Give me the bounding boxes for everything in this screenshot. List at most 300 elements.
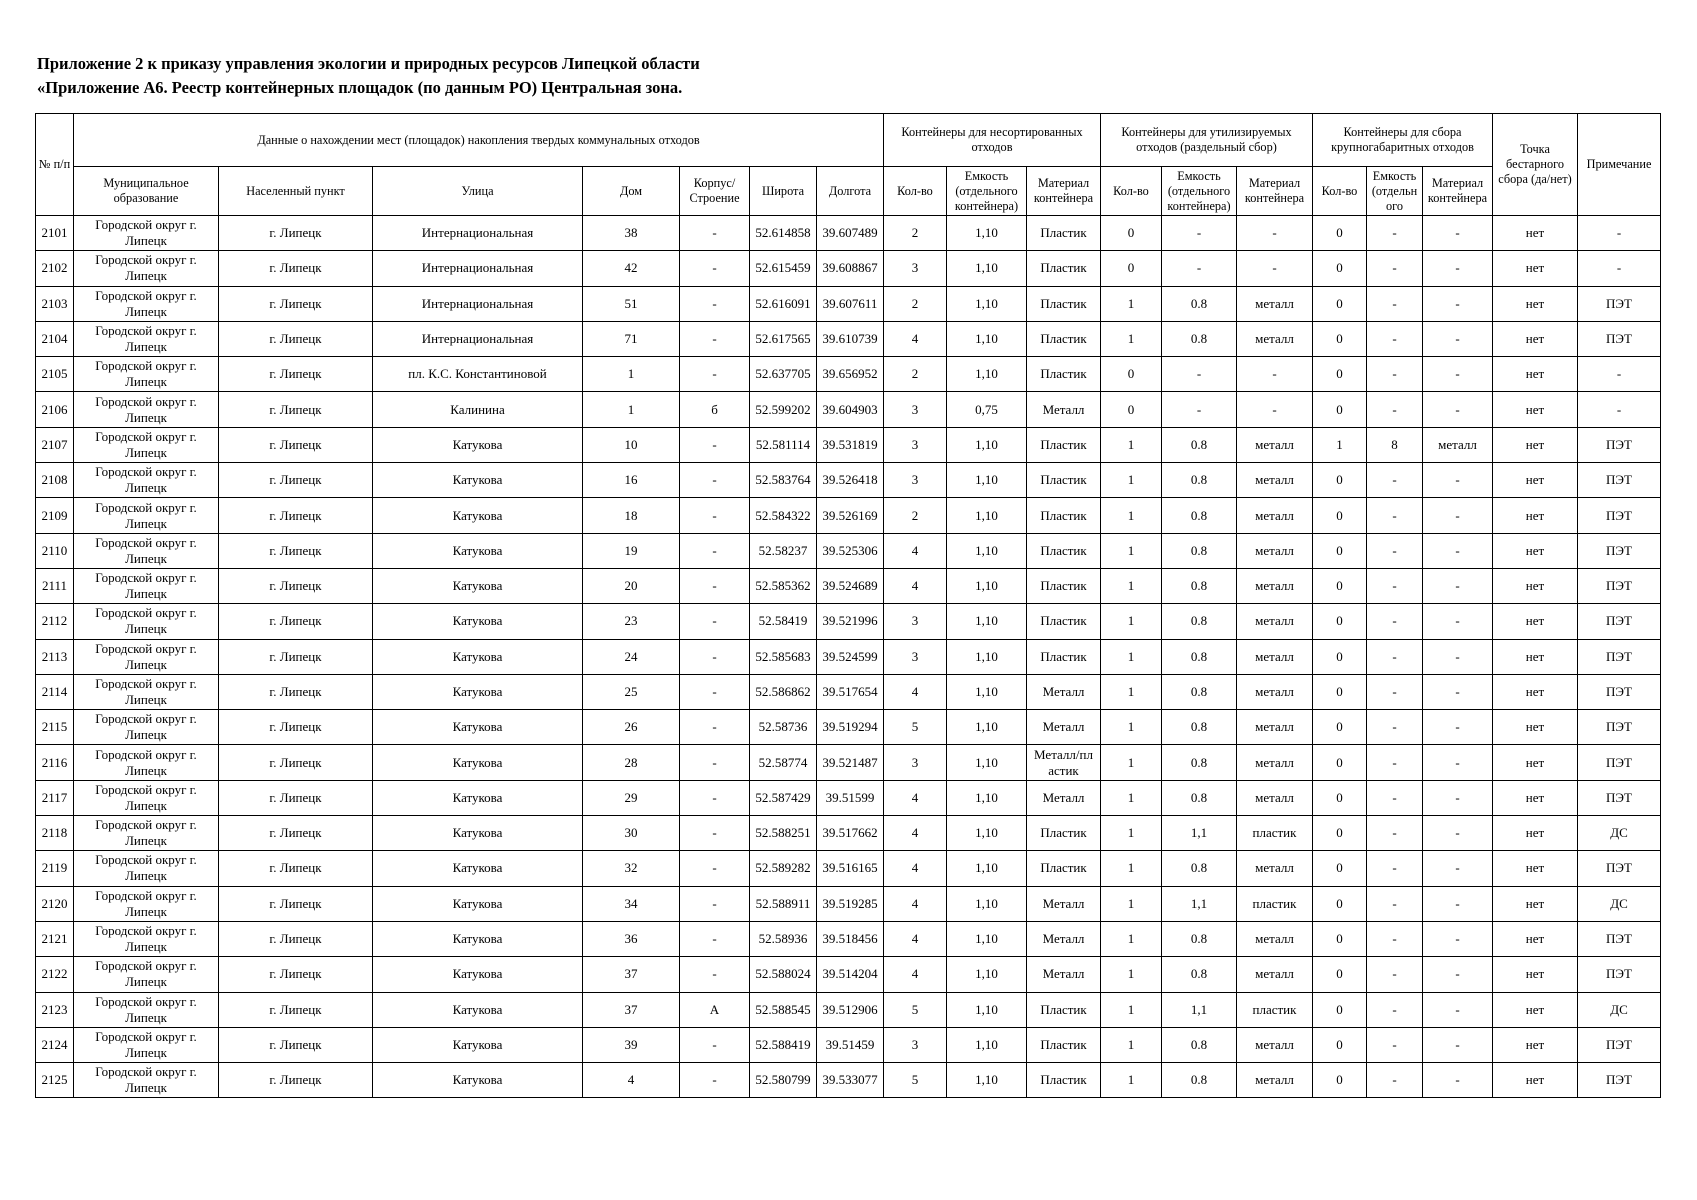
cell-municipality: Городской округ г. Липецк [74,216,219,251]
cell-recyclable-capacity: - [1162,357,1237,392]
cell-locality: г. Липецк [219,639,373,674]
cell-unsorted-capacity: 1,10 [947,921,1027,956]
cell-unsorted-capacity: 1,10 [947,427,1027,462]
col-header-number: № п/п [36,114,74,216]
cell-unsorted-capacity: 1,10 [947,321,1027,356]
table-row [36,463,1661,498]
cell-unsorted-count: 3 [884,251,947,286]
cell-bulky-count: 0 [1313,816,1367,851]
cell-building: - [680,1063,750,1098]
cell-street: Интернациональная [373,216,583,251]
cell-number: 2106 [36,392,74,427]
cell-number: 2101 [36,216,74,251]
cell-recyclable-capacity: 0.8 [1162,463,1237,498]
cell-bulkless: нет [1493,568,1578,603]
cell-note: ДС [1578,992,1661,1027]
cell-street: Интернациональная [373,286,583,321]
table-row [36,216,1661,251]
cell-street: Катукова [373,745,583,780]
cell-latitude: 52.58237 [750,533,817,568]
cell-municipality: Городской округ г. Липецк [74,357,219,392]
cell-number: 2109 [36,498,74,533]
cell-latitude: 52.58774 [750,745,817,780]
cell-locality: г. Липецк [219,463,373,498]
cell-recyclable-count: 1 [1101,568,1162,603]
cell-bulky-count: 0 [1313,251,1367,286]
cell-bulkless: нет [1493,357,1578,392]
table-row [36,1063,1661,1098]
cell-latitude: 52.583764 [750,463,817,498]
cell-recyclable-material: пластик [1237,886,1313,921]
cell-locality: г. Липецк [219,780,373,815]
cell-building: - [680,251,750,286]
cell-latitude: 52.580799 [750,1063,817,1098]
cell-unsorted-count: 3 [884,463,947,498]
cell-bulky-material: - [1423,533,1493,568]
cell-recyclable-count: 1 [1101,710,1162,745]
cell-latitude: 52.616091 [750,286,817,321]
cell-house: 38 [583,216,680,251]
cell-note: ПЭТ [1578,710,1661,745]
cell-unsorted-material: Пластик [1027,1063,1101,1098]
cell-recyclable-material: - [1237,357,1313,392]
cell-number: 2120 [36,886,74,921]
cell-bulky-material: - [1423,463,1493,498]
table-row [36,533,1661,568]
cell-bulky-material: - [1423,498,1493,533]
cell-number: 2113 [36,639,74,674]
cell-bulky-count: 0 [1313,498,1367,533]
cell-bulky-count: 0 [1313,286,1367,321]
cell-longitude: 39.656952 [817,357,884,392]
cell-locality: г. Липецк [219,568,373,603]
cell-bulky-capacity: - [1367,816,1423,851]
col-header-note: Примечание [1578,114,1661,216]
cell-municipality: Городской округ г. Липецк [74,427,219,462]
table-row [36,921,1661,956]
cell-longitude: 39.608867 [817,251,884,286]
cell-bulky-count: 0 [1313,886,1367,921]
cell-longitude: 39.521487 [817,745,884,780]
cell-street: Катукова [373,427,583,462]
cell-note: ДС [1578,886,1661,921]
cell-locality: г. Липецк [219,498,373,533]
cell-bulky-capacity: - [1367,321,1423,356]
cell-number: 2123 [36,992,74,1027]
cell-latitude: 52.614858 [750,216,817,251]
cell-note: - [1578,357,1661,392]
col-header-bulky-count: Кол-во [1313,167,1367,216]
cell-building: - [680,463,750,498]
cell-house: 32 [583,851,680,886]
cell-unsorted-capacity: 1,10 [947,604,1027,639]
cell-municipality: Городской округ г. Липецк [74,745,219,780]
cell-recyclable-capacity: 0.8 [1162,921,1237,956]
cell-unsorted-material: Металл [1027,710,1101,745]
cell-note: ПЭТ [1578,639,1661,674]
cell-locality: г. Липецк [219,392,373,427]
document-heading [37,52,1537,100]
cell-bulky-count: 0 [1313,639,1367,674]
cell-note: ПЭТ [1578,780,1661,815]
cell-unsorted-material: Пластик [1027,286,1101,321]
cell-latitude: 52.58936 [750,921,817,956]
cell-latitude: 52.58736 [750,710,817,745]
cell-unsorted-count: 4 [884,321,947,356]
cell-recyclable-count: 1 [1101,498,1162,533]
cell-bulky-capacity: - [1367,392,1423,427]
cell-unsorted-capacity: 1,10 [947,251,1027,286]
cell-locality: г. Липецк [219,1027,373,1062]
cell-longitude: 39.518456 [817,921,884,956]
cell-bulkless: нет [1493,427,1578,462]
cell-bulky-capacity: - [1367,286,1423,321]
cell-bulky-count: 0 [1313,357,1367,392]
col-header-longitude: Долгота [817,167,884,216]
cell-unsorted-material: Металл/пл астик [1027,745,1101,780]
cell-building: - [680,357,750,392]
cell-recyclable-count: 1 [1101,321,1162,356]
cell-recyclable-material: металл [1237,1027,1313,1062]
cell-note: ПЭТ [1578,1063,1661,1098]
cell-unsorted-count: 3 [884,604,947,639]
cell-latitude: 52.617565 [750,321,817,356]
cell-bulky-material: - [1423,745,1493,780]
cell-bulky-material: - [1423,780,1493,815]
cell-unsorted-capacity: 1,10 [947,357,1027,392]
table-row [36,568,1661,603]
cell-building: - [680,639,750,674]
cell-unsorted-capacity: 1,10 [947,216,1027,251]
cell-longitude: 39.525306 [817,533,884,568]
cell-recyclable-material: пластик [1237,992,1313,1027]
cell-street: Катукова [373,463,583,498]
cell-recyclable-count: 1 [1101,886,1162,921]
col-header-recyclable-material: Материал контейнера [1237,167,1313,216]
cell-bulky-capacity: - [1367,851,1423,886]
cell-unsorted-material: Пластик [1027,816,1101,851]
cell-recyclable-count: 1 [1101,780,1162,815]
cell-longitude: 39.514204 [817,957,884,992]
cell-longitude: 39.516165 [817,851,884,886]
cell-house: 1 [583,357,680,392]
cell-street: Интернациональная [373,251,583,286]
cell-bulkless: нет [1493,780,1578,815]
cell-note: ПЭТ [1578,851,1661,886]
cell-building: - [680,568,750,603]
cell-bulky-capacity: - [1367,1063,1423,1098]
cell-building: - [680,533,750,568]
cell-recyclable-count: 1 [1101,1027,1162,1062]
cell-recyclable-capacity: 0.8 [1162,533,1237,568]
cell-street: Катукова [373,1027,583,1062]
cell-house: 4 [583,1063,680,1098]
group-header-unsorted: Контейнеры для несортированных отходов [884,114,1101,167]
cell-unsorted-capacity: 1,10 [947,533,1027,568]
cell-bulky-material: - [1423,251,1493,286]
cell-locality: г. Липецк [219,851,373,886]
heading-line-2: «Приложение А6. Реестр контейнерных площадок (по данным РО) Центральная зона. [37,78,683,97]
cell-note: ПЭТ [1578,533,1661,568]
cell-longitude: 39.519285 [817,886,884,921]
cell-building: - [680,921,750,956]
cell-bulky-count: 0 [1313,957,1367,992]
cell-street: Катукова [373,886,583,921]
cell-bulkless: нет [1493,745,1578,780]
cell-unsorted-capacity: 1,10 [947,816,1027,851]
col-header-building: Корпус/ Строение [680,167,750,216]
cell-note: ПЭТ [1578,321,1661,356]
cell-recyclable-material: металл [1237,710,1313,745]
cell-recyclable-material: - [1237,251,1313,286]
cell-locality: г. Липецк [219,710,373,745]
cell-unsorted-count: 4 [884,533,947,568]
cell-unsorted-material: Пластик [1027,251,1101,286]
table-row [36,392,1661,427]
cell-bulky-material: - [1423,1063,1493,1098]
cell-bulkless: нет [1493,498,1578,533]
cell-latitude: 52.589282 [750,851,817,886]
cell-recyclable-capacity: 1,1 [1162,816,1237,851]
cell-recyclable-capacity: 0.8 [1162,1063,1237,1098]
cell-bulky-material: - [1423,710,1493,745]
table-row [36,992,1661,1027]
cell-latitude: 52.588024 [750,957,817,992]
cell-bulky-material: - [1423,921,1493,956]
cell-longitude: 39.51459 [817,1027,884,1062]
cell-bulky-material: - [1423,216,1493,251]
cell-recyclable-capacity: 0.8 [1162,745,1237,780]
cell-unsorted-material: Металл [1027,392,1101,427]
cell-municipality: Городской округ г. Липецк [74,1027,219,1062]
cell-recyclable-capacity: - [1162,392,1237,427]
cell-bulky-material: - [1423,639,1493,674]
cell-recyclable-material: металл [1237,780,1313,815]
cell-unsorted-count: 3 [884,639,947,674]
cell-number: 2105 [36,357,74,392]
cell-note: ПЭТ [1578,674,1661,709]
cell-longitude: 39.524599 [817,639,884,674]
cell-municipality: Городской округ г. Липецк [74,639,219,674]
cell-street: Катукова [373,604,583,639]
cell-bulky-capacity: - [1367,216,1423,251]
cell-house: 23 [583,604,680,639]
cell-number: 2102 [36,251,74,286]
cell-recyclable-count: 1 [1101,639,1162,674]
cell-locality: г. Липецк [219,674,373,709]
cell-recyclable-count: 1 [1101,921,1162,956]
cell-building: - [680,216,750,251]
cell-longitude: 39.517654 [817,674,884,709]
table-row [36,251,1661,286]
cell-recyclable-capacity: - [1162,251,1237,286]
cell-bulky-capacity: - [1367,251,1423,286]
cell-house: 29 [583,780,680,815]
cell-note: ПЭТ [1578,427,1661,462]
cell-recyclable-material: металл [1237,921,1313,956]
cell-unsorted-material: Пластик [1027,604,1101,639]
cell-recyclable-material: металл [1237,1063,1313,1098]
cell-note: ПЭТ [1578,1027,1661,1062]
cell-building: - [680,886,750,921]
cell-recyclable-material: металл [1237,321,1313,356]
cell-recyclable-capacity: 0.8 [1162,780,1237,815]
cell-bulky-material: - [1423,992,1493,1027]
cell-bulky-capacity: - [1367,674,1423,709]
cell-number: 2125 [36,1063,74,1098]
cell-unsorted-count: 2 [884,216,947,251]
cell-recyclable-material: металл [1237,498,1313,533]
cell-recyclable-count: 0 [1101,216,1162,251]
cell-bulky-capacity: - [1367,533,1423,568]
cell-recyclable-count: 1 [1101,533,1162,568]
cell-bulky-capacity: - [1367,745,1423,780]
cell-note: ПЭТ [1578,604,1661,639]
cell-unsorted-material: Пластик [1027,463,1101,498]
cell-house: 24 [583,639,680,674]
cell-bulky-count: 0 [1313,674,1367,709]
cell-unsorted-count: 4 [884,780,947,815]
cell-house: 37 [583,992,680,1027]
cell-bulky-material: - [1423,674,1493,709]
cell-latitude: 52.585683 [750,639,817,674]
cell-house: 25 [583,674,680,709]
header-row-columns [36,167,1661,216]
cell-building: - [680,780,750,815]
cell-street: Катукова [373,498,583,533]
cell-bulkless: нет [1493,604,1578,639]
cell-recyclable-count: 1 [1101,604,1162,639]
cell-bulky-count: 1 [1313,427,1367,462]
table-row [36,957,1661,992]
cell-bulky-count: 0 [1313,992,1367,1027]
cell-house: 18 [583,498,680,533]
col-header-municipality: Муниципальное образование [74,167,219,216]
cell-bulkless: нет [1493,286,1578,321]
table-row [36,780,1661,815]
cell-recyclable-capacity: 0.8 [1162,674,1237,709]
cell-recyclable-material: пластик [1237,816,1313,851]
cell-house: 10 [583,427,680,462]
cell-recyclable-capacity: 0.8 [1162,851,1237,886]
cell-number: 2110 [36,533,74,568]
cell-bulky-count: 0 [1313,604,1367,639]
cell-house: 42 [583,251,680,286]
cell-locality: г. Липецк [219,357,373,392]
cell-bulky-material: - [1423,957,1493,992]
table-row [36,674,1661,709]
cell-bulky-capacity: - [1367,568,1423,603]
cell-unsorted-count: 2 [884,286,947,321]
cell-unsorted-material: Пластик [1027,992,1101,1027]
cell-number: 2114 [36,674,74,709]
table-row [36,1027,1661,1062]
cell-recyclable-count: 0 [1101,392,1162,427]
cell-longitude: 39.533077 [817,1063,884,1098]
cell-bulky-capacity: - [1367,992,1423,1027]
cell-house: 34 [583,886,680,921]
cell-unsorted-capacity: 1,10 [947,992,1027,1027]
cell-unsorted-material: Пластик [1027,1027,1101,1062]
cell-street: Катукова [373,533,583,568]
cell-recyclable-material: металл [1237,463,1313,498]
cell-longitude: 39.604903 [817,392,884,427]
cell-unsorted-material: Пластик [1027,533,1101,568]
cell-bulkless: нет [1493,533,1578,568]
cell-bulkless: нет [1493,816,1578,851]
cell-recyclable-material: металл [1237,957,1313,992]
cell-unsorted-count: 3 [884,745,947,780]
cell-number: 2115 [36,710,74,745]
cell-recyclable-count: 1 [1101,816,1162,851]
cell-municipality: Городской округ г. Липецк [74,604,219,639]
cell-note: ПЭТ [1578,568,1661,603]
cell-municipality: Городской округ г. Липецк [74,921,219,956]
cell-recyclable-capacity: 1,1 [1162,992,1237,1027]
cell-note: ПЭТ [1578,957,1661,992]
cell-unsorted-capacity: 1,10 [947,886,1027,921]
cell-house: 51 [583,286,680,321]
cell-unsorted-count: 4 [884,886,947,921]
cell-locality: г. Липецк [219,216,373,251]
cell-street: Катукова [373,710,583,745]
cell-bulky-capacity: - [1367,780,1423,815]
cell-street: Катукова [373,816,583,851]
cell-recyclable-count: 1 [1101,674,1162,709]
cell-building: - [680,851,750,886]
cell-number: 2108 [36,463,74,498]
cell-latitude: 52.585362 [750,568,817,603]
cell-recyclable-capacity: 0.8 [1162,321,1237,356]
cell-unsorted-material: Пластик [1027,216,1101,251]
cell-bulky-capacity: - [1367,710,1423,745]
cell-bulky-count: 0 [1313,568,1367,603]
cell-locality: г. Липецк [219,1063,373,1098]
cell-unsorted-material: Металл [1027,886,1101,921]
cell-number: 2112 [36,604,74,639]
cell-unsorted-count: 5 [884,1063,947,1098]
cell-locality: г. Липецк [219,957,373,992]
cell-recyclable-count: 0 [1101,357,1162,392]
cell-bulky-material: - [1423,604,1493,639]
col-header-street: Улица [373,167,583,216]
heading-line-1: Приложение 2 к приказу управления экологии и природных ресурсов Липецкой области [37,54,700,73]
cell-unsorted-count: 3 [884,1027,947,1062]
cell-unsorted-material: Металл [1027,674,1101,709]
cell-unsorted-count: 4 [884,674,947,709]
cell-note: ПЭТ [1578,921,1661,956]
cell-number: 2118 [36,816,74,851]
cell-house: 30 [583,816,680,851]
cell-unsorted-count: 2 [884,357,947,392]
cell-municipality: Городской округ г. Липецк [74,321,219,356]
cell-recyclable-count: 1 [1101,286,1162,321]
cell-bulkless: нет [1493,251,1578,286]
cell-recyclable-count: 1 [1101,851,1162,886]
cell-number: 2121 [36,921,74,956]
col-header-recyclable-count: Кол-во [1101,167,1162,216]
cell-recyclable-material: металл [1237,639,1313,674]
cell-recyclable-material: металл [1237,286,1313,321]
cell-bulky-material: - [1423,568,1493,603]
table-row [36,357,1661,392]
table-row [36,886,1661,921]
cell-locality: г. Липецк [219,321,373,356]
cell-latitude: 52.586862 [750,674,817,709]
table-row [36,498,1661,533]
table-row [36,816,1661,851]
cell-building: - [680,427,750,462]
